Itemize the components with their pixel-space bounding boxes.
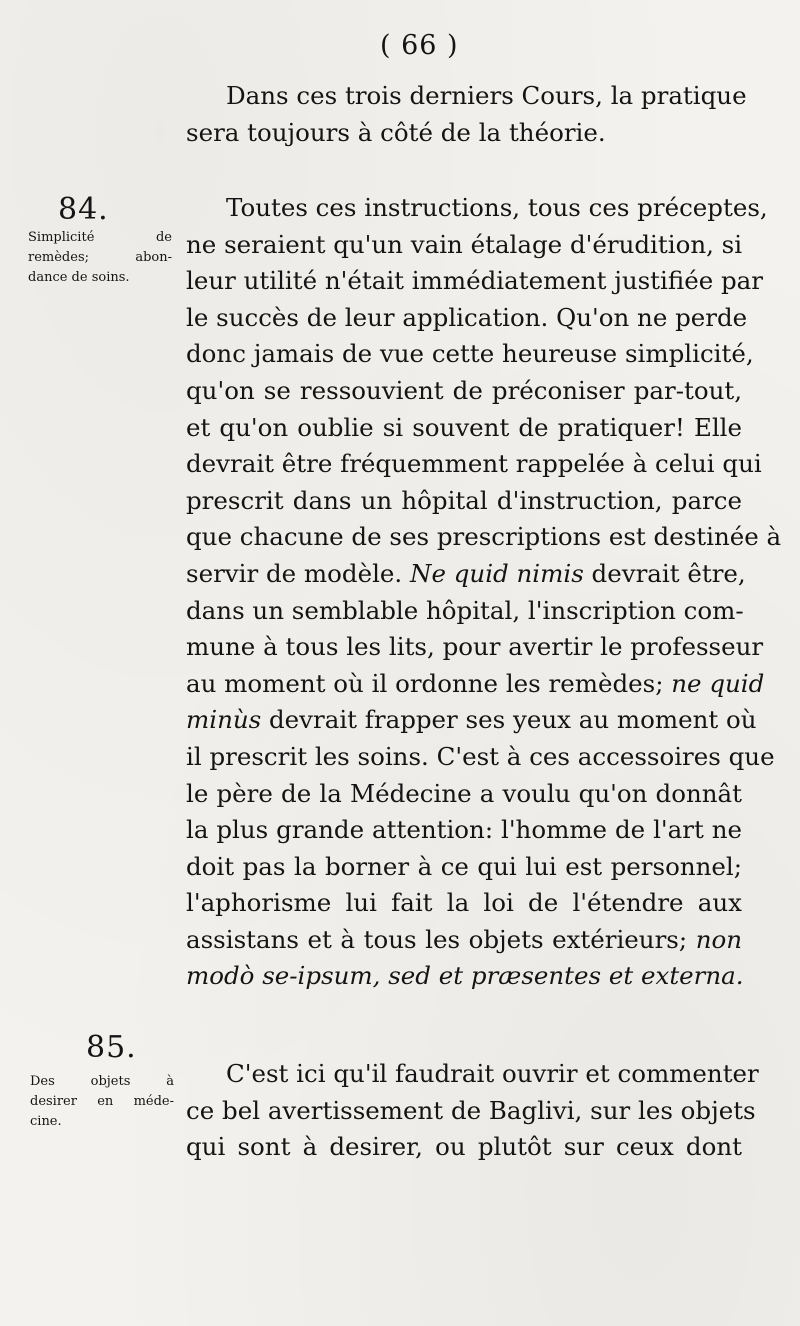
text-line: ne seraient qu'un vain étalage d'érudition, si <box>186 229 743 259</box>
text-line: dans un semblable hôpital, l'inscription com- <box>186 595 744 625</box>
text-line: assistans et à tous les objets extérieurs; non <box>186 924 742 954</box>
text-line: C'est ici qu'il faudrait ouvrir et commenter <box>226 1059 759 1088</box>
text-line: doit pas la borner à ce qui lui est personnel; <box>186 851 742 881</box>
text-line: devrait être fréquemment rappelée à celui qui <box>186 449 762 479</box>
margin-note-85 <box>30 1072 174 1132</box>
page-number: ( 66 ) <box>380 30 459 61</box>
text-line: donc jamais de vue cette heureuse simplicité, <box>186 339 754 369</box>
text-line: qu'on se ressouvient de préconiser par-tout, <box>186 375 742 405</box>
paragraph-3 <box>186 1056 759 1166</box>
text-line: ce bel avertissement de Baglivi, sur les objets <box>186 1095 756 1125</box>
text-line: il prescrit les soins. C'est à ces accessoires que <box>186 741 775 771</box>
text-line: Dans ces trois derniers Cours, la pratique <box>226 81 747 110</box>
text-line: servir de modèle. Ne quid nimis devrait être, <box>186 558 746 588</box>
margin-note-line: dance de soins. <box>28 270 130 285</box>
section-number-84: 84. <box>58 192 109 227</box>
margin-note-line: cine. <box>30 1114 62 1129</box>
margin-note-line: Des objets à <box>30 1074 174 1089</box>
text-line: Toutes ces instructions, tous ces préceptes, <box>226 193 768 222</box>
section-number-85: 85. <box>86 1030 137 1065</box>
text-line: leur utilité n'était immédiatement justifiée par <box>186 266 763 296</box>
text-line: et qu'on oublie si souvent de pratiquer! Elle <box>186 412 742 442</box>
text-line: la plus grande attention: l'homme de l'art ne <box>186 815 742 845</box>
margin-note-line: remèdes; abon- <box>28 250 172 265</box>
text-line: l'aphorisme lui fait la loi de l'étendre aux <box>186 888 742 918</box>
text-line: que chacune de ses prescriptions est destinée à <box>186 522 782 552</box>
text-line: minùs devrait frapper ses yeux au moment où <box>186 705 757 735</box>
text-line: qui sont à desirer, ou plutôt sur ceux dont <box>186 1132 742 1162</box>
paragraph-2 <box>186 190 782 995</box>
paragraph-1 <box>186 78 747 151</box>
margin-note-line: desirer en méde- <box>30 1094 174 1109</box>
margin-note-line: Simplicité de <box>28 230 172 245</box>
text-line: prescrit dans un hôpital d'instruction, parce <box>186 485 742 515</box>
text-line: le succès de leur application. Qu'on ne perde <box>186 302 748 332</box>
text-line: modò se-ipsum, sed et præsentes et externa. <box>186 961 744 991</box>
text-line: le père de la Médecine a voulu qu'on donnât <box>186 778 742 808</box>
margin-note-84 <box>28 228 172 288</box>
text-line: mune à tous les lits, pour avertir le professeur <box>186 632 764 662</box>
text-line: sera toujours à côté de la théorie. <box>186 117 606 147</box>
text-line: au moment où il ordonne les remèdes; ne quid <box>186 668 765 698</box>
